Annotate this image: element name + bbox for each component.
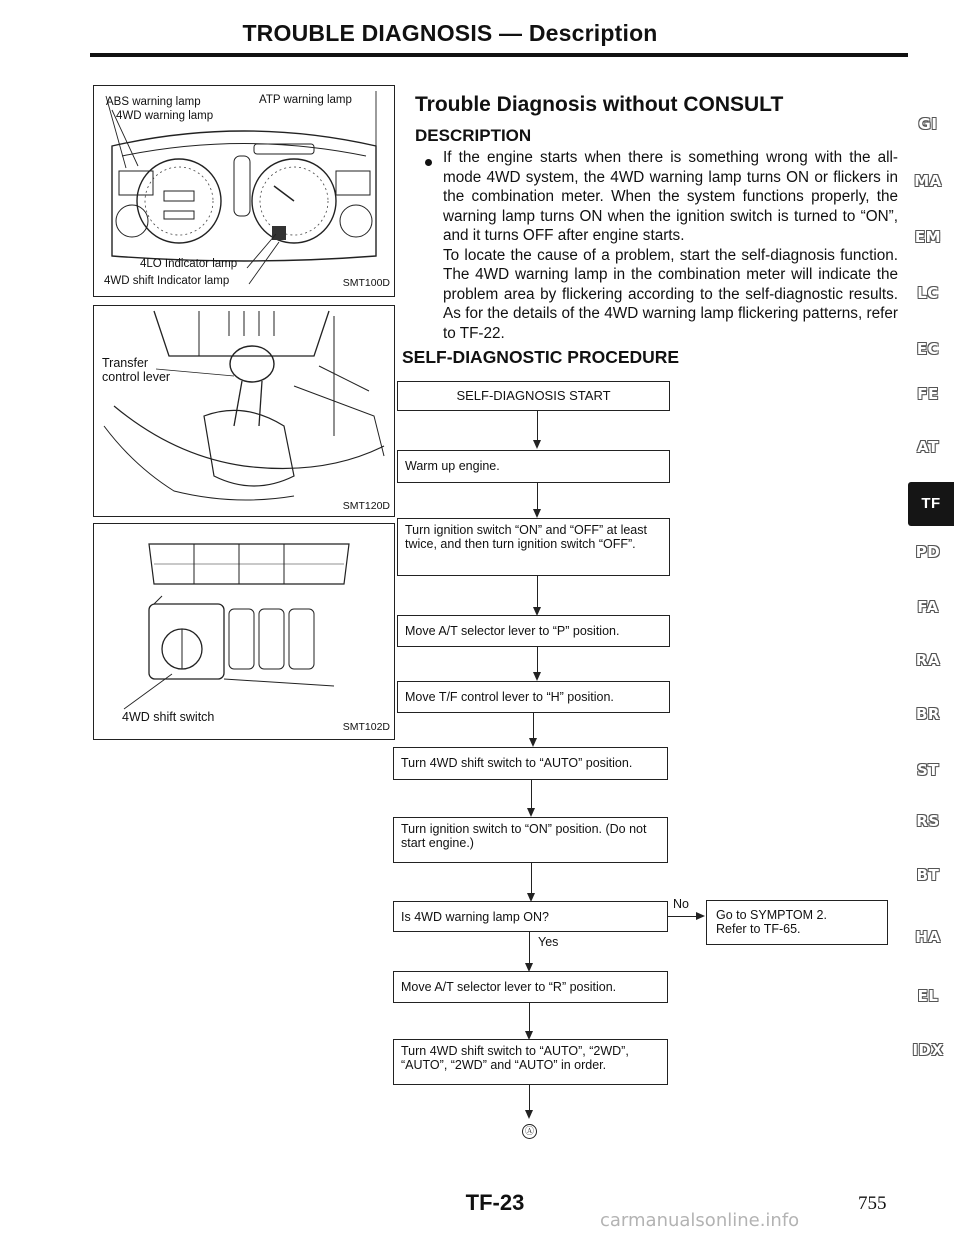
figure-code: SMT120D <box>342 500 390 512</box>
side-tab-ec[interactable]: EC <box>916 340 940 358</box>
figure-code: SMT102D <box>342 721 390 733</box>
label-4lo-indicator-lamp: 4LO Indicator lamp <box>140 258 238 270</box>
flow-no-arrow <box>696 912 705 920</box>
side-tab-em[interactable]: EM <box>914 228 942 246</box>
figure-transfer-lever <box>93 305 395 517</box>
figure-code: SMT100D <box>342 277 390 289</box>
label-control-lever: control lever <box>102 370 171 384</box>
description-paragraph-1: If the engine starts when there is something wrong with the all-mode 4WD system, the 4WD warning lamp turns ON or flickers in the combination meter. When the system functions properly, the warning lamp turns ON when the ignition switch is turned to “ON”, and it turns OFF after engine starts. <box>443 149 898 244</box>
label-abs-warning-lamp: ABS warning lamp <box>106 96 201 108</box>
section-title: Trouble Diagnosis without CONSULT <box>415 93 784 116</box>
title-rule <box>90 53 908 57</box>
side-tab-rs[interactable]: RS <box>916 812 940 830</box>
page-number: 755 <box>858 1193 887 1214</box>
flow-yes-label: Yes <box>538 935 559 949</box>
label-transfer: Transfer <box>102 356 149 370</box>
label-4wd-shift-switch: 4WD shift switch <box>122 710 215 724</box>
flow-no-branch-box: Go to SYMPTOM 2. Refer to TF-65. <box>706 900 888 945</box>
side-tab-ha[interactable]: HA <box>915 928 941 946</box>
description-text <box>443 148 898 343</box>
page-code: TF-23 <box>465 1190 525 1215</box>
flow-arrow <box>529 738 537 747</box>
flow-connector-a: Ⓐ <box>522 1124 537 1139</box>
side-tab-idx[interactable]: IDX <box>912 1041 944 1059</box>
flow-arrow <box>533 509 541 518</box>
procedure-title: SELF-DIAGNOSTIC PROCEDURE <box>402 347 680 367</box>
side-tab-fa[interactable]: FA <box>917 598 939 616</box>
page-title: TROUBLE DIAGNOSIS — Description <box>242 20 658 46</box>
side-tab-tf[interactable]: TF <box>908 482 954 526</box>
side-tab-gi[interactable]: GI <box>918 115 938 133</box>
side-tab-ma[interactable]: MA <box>914 172 942 190</box>
side-tab-st[interactable]: ST <box>916 761 940 779</box>
flow-no-label: No <box>673 897 689 911</box>
side-tab-ra[interactable]: RA <box>915 651 941 669</box>
label-4wd-shift-indicator-lamp: 4WD shift Indicator lamp <box>104 275 230 287</box>
bullet-dot <box>425 159 432 166</box>
flow-step-tf-lever-h: Move T/F control lever to “H” position. <box>397 681 670 713</box>
flow-step-at-selector-r: Move A/T selector lever to “R” position. <box>393 971 668 1003</box>
side-tab-bt[interactable]: BT <box>916 866 940 884</box>
flow-step-ignition-cycle: Turn ignition switch “ON” and “OFF” at least twice, and then turn ignition switch “OFF”. <box>397 518 670 576</box>
label-atp-warning-lamp: ATP warning lamp <box>259 94 352 106</box>
flow-step-ignition-on: Turn ignition switch to “ON” position. (Do not start engine.) <box>393 817 668 863</box>
watermark: carmanualsonline.info <box>600 1210 800 1231</box>
flow-step-4wd-sequence: Turn 4WD shift switch to “AUTO”, “2WD”, “AUTO”, “2WD” and “AUTO” in order. <box>393 1039 668 1085</box>
flow-arrow <box>533 440 541 449</box>
section-subtitle: DESCRIPTION <box>415 126 532 145</box>
flow-step-4wd-lamp-question: Is 4WD warning lamp ON? <box>393 901 668 932</box>
flow-arrow <box>533 672 541 681</box>
side-tab-pd[interactable]: PD <box>915 543 941 561</box>
side-tab-el[interactable]: EL <box>917 987 939 1005</box>
flow-step-4wd-auto: Turn 4WD shift switch to “AUTO” position. <box>393 747 668 780</box>
transfer-lever-drawing <box>94 306 394 516</box>
side-tab-br[interactable]: BR <box>916 705 940 723</box>
flow-arrow <box>525 1110 533 1119</box>
4wd-shift-switch-drawing <box>94 524 394 739</box>
side-tab-at[interactable]: AT <box>917 438 939 456</box>
figure-instrument-cluster <box>93 85 395 297</box>
label-4wd-warning-lamp: 4WD warning lamp <box>116 110 214 122</box>
side-tab-fe[interactable]: FE <box>917 385 939 403</box>
flow-step-warm-up: Warm up engine. <box>397 450 670 483</box>
description-paragraph-2: To locate the cause of a problem, start the self-diagnosis function. The 4WD warning lamp in the combination meter will indicate the problem area by flickering according to the self-diagnostic results. As for the details of the 4WD warning lamp flickering patterns, refer to TF-22. <box>443 246 898 342</box>
figure-4wd-shift-switch <box>93 523 395 740</box>
flow-step-at-selector-p: Move A/T selector lever to “P” position. <box>397 615 670 647</box>
flow-step-start: SELF-DIAGNOSIS START <box>397 381 670 411</box>
flow-arrow <box>527 808 535 817</box>
side-tab-lc[interactable]: LC <box>917 284 939 302</box>
